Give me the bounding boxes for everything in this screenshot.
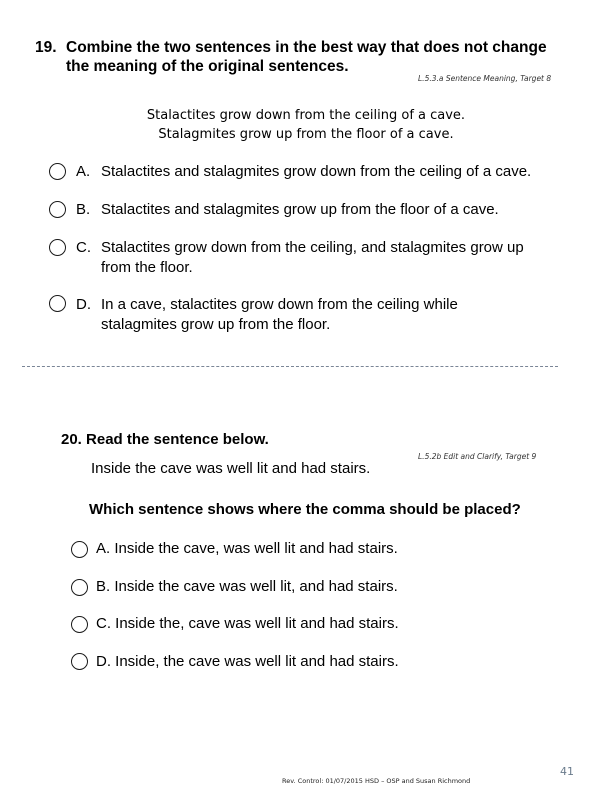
q19-option-c-radio[interactable] — [49, 239, 66, 256]
q19-stimulus-line2: Stalagmites grow up from the floor of a cave. — [158, 127, 454, 142]
q20-option-a-text: A. Inside the cave, was well lit and had stairs. — [96, 540, 398, 557]
q19-option-a-radio[interactable] — [49, 163, 66, 180]
section-divider — [22, 366, 558, 367]
q19-option-d-radio[interactable] — [49, 295, 66, 312]
q19-option-d-text-line1: In a cave, stalactites grow down from the ceiling while — [101, 296, 458, 313]
q19-option-c-letter: C. — [76, 239, 91, 256]
q20-option-a-radio[interactable] — [71, 541, 88, 558]
q19-prompt-line1: Combine the two sentences in the best way that does not change — [66, 39, 547, 56]
q20-option-c-text: C. Inside the, cave was well lit and had stairs. — [96, 615, 399, 632]
q20-option-b-text: B. Inside the cave was well lit, and had stairs. — [96, 578, 398, 595]
q19-option-b-text: Stalactites and stalagmites grow up from the floor of a cave. — [101, 201, 499, 218]
q19-prompt-line2: the meaning of the original sentences. — [66, 58, 349, 75]
q19-option-c-text-line1: Stalactites grow down from the ceiling, and stalagmites grow up — [101, 239, 524, 256]
q20-option-b-radio[interactable] — [71, 579, 88, 596]
page-number: 41 — [560, 765, 574, 778]
q20-heading: 20. Read the sentence below. — [61, 431, 269, 448]
q19-option-c-text-line2: from the floor. — [101, 259, 193, 276]
q19-number: 19. — [35, 39, 57, 56]
q20-standard: L.5.2b Edit and Clarify, Target 9 — [418, 452, 537, 461]
q19-standard: L.5.3.a Sentence Meaning, Target 8 — [418, 74, 552, 83]
q19-option-d-letter: D. — [76, 296, 91, 313]
q19-option-b-letter: B. — [76, 201, 91, 218]
q20-question: Which sentence shows where the comma should be placed? — [89, 501, 521, 518]
q20-option-d-radio[interactable] — [71, 653, 88, 670]
q19-option-a-letter: A. — [76, 163, 91, 180]
q20-option-d-text: D. Inside, the cave was well lit and had stairs. — [96, 653, 399, 670]
q20-option-c-radio[interactable] — [71, 616, 88, 633]
footer-revision-control: Rev. Control: 01/07/2015 HSD – OSP and Susan Richmond — [282, 777, 471, 785]
q19-option-d-text-line2: stalagmites grow up from the floor. — [101, 316, 331, 333]
q19-stimulus-line1: Stalactites grow down from the ceiling of a cave. — [146, 108, 466, 123]
q20-sentence: Inside the cave was well lit and had stairs. — [91, 460, 371, 477]
q19-option-b-radio[interactable] — [49, 201, 66, 218]
q19-option-a-text: Stalactites and stalagmites grow down from the ceiling of a cave. — [101, 163, 532, 180]
